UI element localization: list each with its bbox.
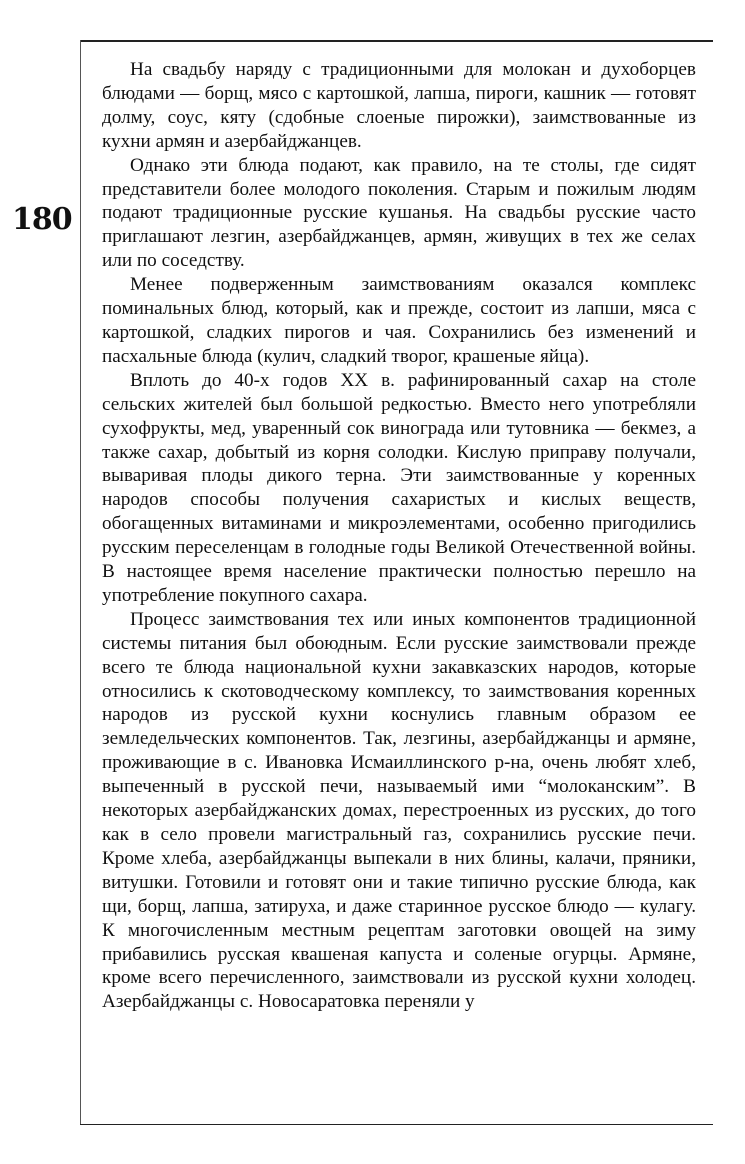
top-rule — [80, 40, 713, 42]
left-margin-rule — [80, 40, 81, 1124]
page-number: 180 — [12, 202, 72, 237]
paragraph: Однако эти блюда подают, как правило, на те столы, где сидят представители более молодого поколения. Старым и пожилым людям подают традиционные русские кушанья. На свадьбы русские часто приглашают лезгин, азербайджанцев, армян, живущих в тех же селах или по соседству. — [102, 154, 696, 272]
paragraph: Процесс заимствования тех или иных компонентов традиционной системы питания был обоюдным. Если русские заимствовали прежде всего те блюда национальной кухни закавказских народов, которые относились к скотоводческому комплексу, то заимствования коренных народов из русской кухни коснулись главным образом ее земледельческих компонентов. Так, лезгины, азербайджанцы и армяне, проживающие в с. Ивановка Исмаиллинского р-на, очень любят хлеб, выпеченный в русской печи, называемый ими “молоканским”. В некоторых азербайджанских домах, перестроенных из русских, до того как в село провели магистральный газ, сохранились русские печи. Кроме хлеба, азербайджанцы выпекали в них блины, калачи, пряники, витушки. Готовили и готовят они и такие типично русские блюда, как щи, борщ, лапша, затируха, и даже старинное русское блюдо — кулагу. К многочисленным местным рецептам заготовки овощей на зиму прибавились русская квашеная капуста и соленые огурцы. Армяне, кроме всего перечисленного, заимствовали из русской кухни холодец. Азербайджанцы с. Новосаратовка переняли у — [102, 608, 696, 1013]
body-text — [102, 58, 696, 1014]
bottom-rule — [80, 1124, 713, 1125]
paragraph: На свадьбу наряду с традиционными для молокан и духоборцев блюдами — борщ, мясо с картошкой, лапша, пироги, кашник — готовят долму, соус, кяту (сдобные слоеные пирожки), заимствованные из кухни армян и азербайджанцев. — [102, 59, 696, 152]
paragraph: Вплоть до 40-х годов XX в. рафинированный сахар на столе сельских жителей был большой редкостью. Вместо него употребляли сухофрукты, мед, уваренный сок винограда или тутовника — бекмез, а также сахар, добытый из корня солодки. Кислую приправу получали, вываривая плоды дикого терна. Эти заимствованные у коренных народов способы получения сахаристых и кислых веществ, обогащенных витаминами и микроэлементами, особенно пригодились русским переселенцам в голодные годы Великой Отечественной войны. В настоящее время население практически полностью перешло на употребление покупного сахара. — [102, 369, 696, 606]
paragraph: Менее подверженным заимствованиям оказался комплекс поминальных блюд, который, как и прежде, состоит из лапши, мяса с картошкой, сладких пирогов и чая. Сохранились без изменений и пасхальные блюда (кулич, сладкий творог, крашеные яйца). — [102, 274, 696, 367]
